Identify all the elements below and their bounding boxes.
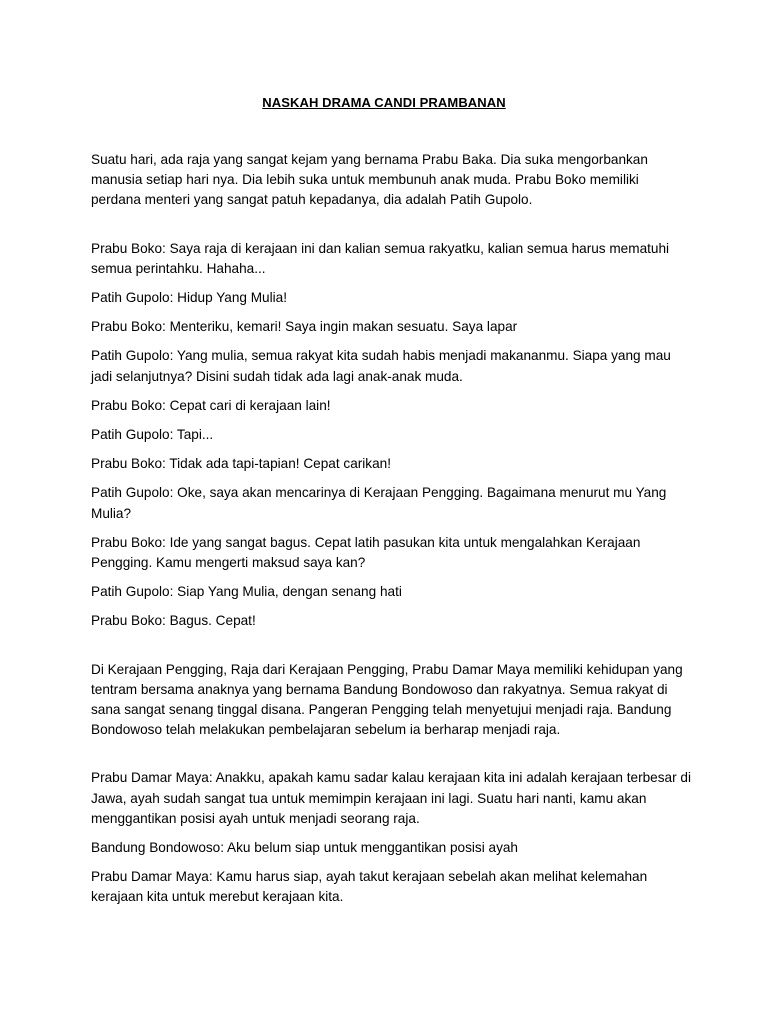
dialogue-line: Prabu Boko: Tidak ada tapi-tapian! Cepat carikan! <box>91 456 391 472</box>
document-title: NASKAH DRAMA CANDI PRAMBANAN <box>262 95 506 110</box>
dialogue-line: Patih Gupolo: Siap Yang Mulia, dengan senang hati <box>91 584 402 600</box>
dialogue-line: Patih Gupolo: Oke, saya akan mencarinya di Kerajaan Pengging. Bagaimana menurut mu Yang Mulia? <box>91 485 667 521</box>
dialogue-line: Patih Gupolo: Yang mulia, semua rakyat kita sudah habis menjadi makananmu. Siapa yang mau jadi selanjutnya? Disini sudah tidak ada lagi anak-anak muda. <box>91 348 671 384</box>
dialogue-line: Prabu Damar Maya: Kamu harus siap, ayah takut kerajaan sebelah akan melihat kelemahan kerajaan kita untuk merebut kerajaan kita. <box>91 869 648 905</box>
narration-paragraph: Di Kerajaan Pengging, Raja dari Kerajaan Pengging, Prabu Damar Maya memiliki kehidupan yang tentram bersama anaknya yang bernama Bandung Bondowoso dan rakyatnya. Semua rakyat di sana sangat senang tinggal disana. Pangeran Pengging telah menyetujui menjadi raja. Bandung Bondowoso telah melakukan pembelajaran sebelum ia berharap menjadi raja. <box>91 661 683 738</box>
dialogue-line: Prabu Boko: Menteriku, kemari! Saya ingin makan sesuatu. Saya lapar <box>91 319 518 335</box>
dialogue-line: Prabu Boko: Ide yang sangat bagus. Cepat latih pasukan kita untuk mengalahkan Kerajaan Pengging. Kamu mengerti maksud saya kan? <box>91 534 641 571</box>
narration-paragraph: Suatu hari, ada raja yang sangat kejam yang bernama Prabu Baka. Dia suka mengorbankan manusia setiap hari nya. Dia lebih suka untuk membunuh anak muda. Prabu Boko memiliki perdana menteri yang sangat patuh kepadanya, dia adalah Patih Gupolo. <box>91 152 648 208</box>
dialogue-line: Patih Gupolo: Hidup Yang Mulia! <box>91 290 287 306</box>
dialogue-line: Prabu Damar Maya: Anakku, apakah kamu sadar kalau kerajaan kita ini adalah kerajaan terbesar di Jawa, ayah sudah sangat tua untuk memimpin kerajaan ini lagi. Suatu hari nanti, kamu akan menggantikan posisi ayah untuk menjadi seorang raja. <box>91 770 691 826</box>
dialogue-line: Prabu Boko: Bagus. Cepat! <box>91 613 256 629</box>
dialogue-line: Prabu Boko: Saya raja di kerajaan ini dan kalian semua rakyatku, kalian semua harus mematuhi semua perintahku. Hahaha... <box>91 240 670 276</box>
dialogue-line: Patih Gupolo: Tapi... <box>91 427 214 443</box>
document-body <box>91 150 691 917</box>
dialogue-line: Prabu Boko: Cepat cari di kerajaan lain! <box>91 397 331 413</box>
dialogue-line: Bandung Bondowoso: Aku belum siap untuk menggantikan posisi ayah <box>91 840 518 856</box>
